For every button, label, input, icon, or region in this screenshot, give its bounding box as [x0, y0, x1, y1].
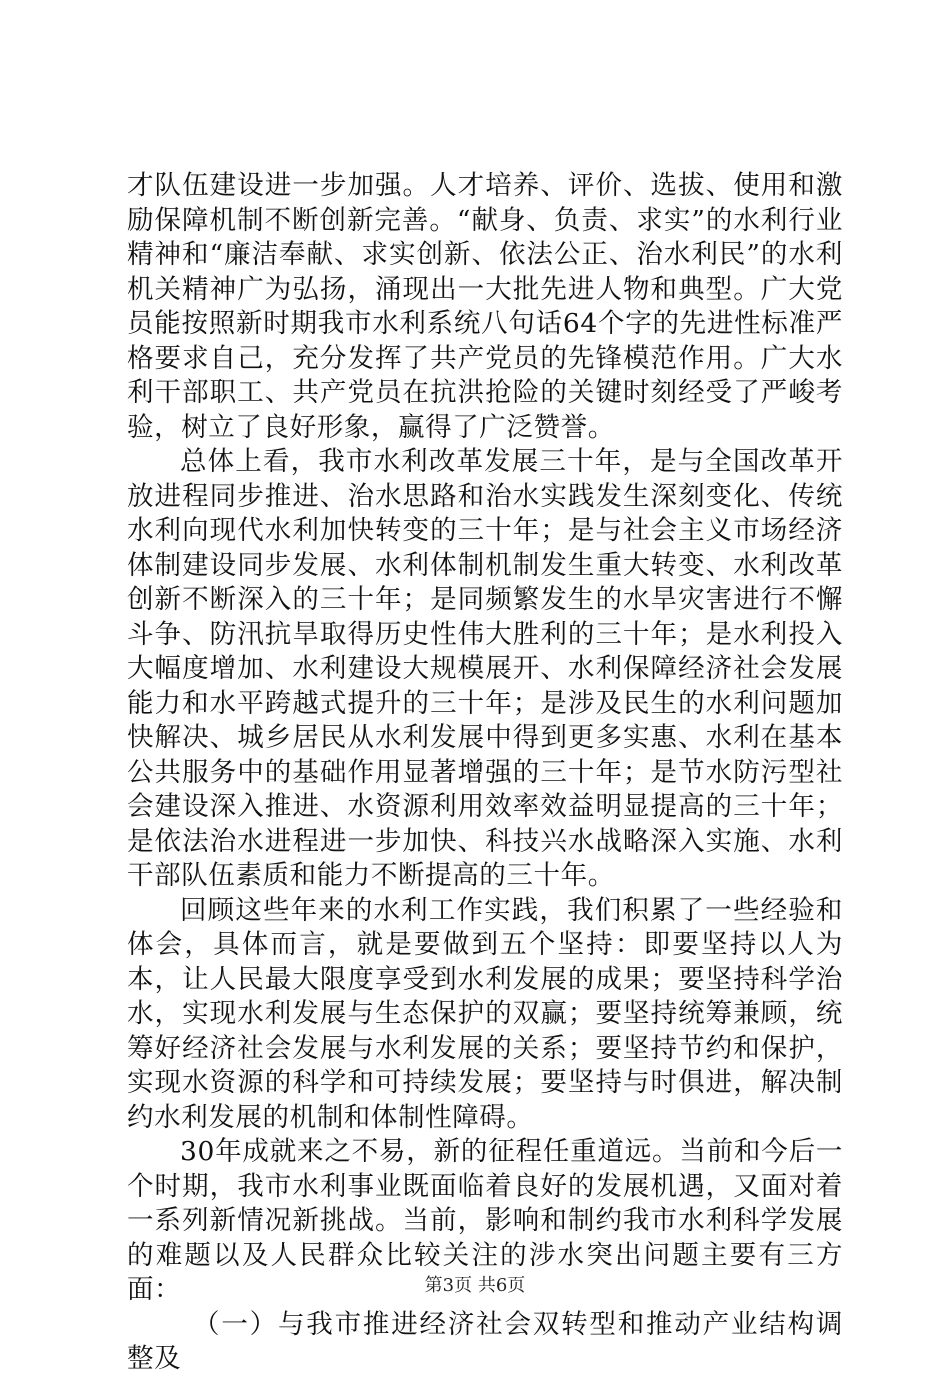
paragraph-summary: 总体上看，我市水利改革发展三十年，是与全国改革开放进程同步推进、治水思路和治水实践发生深刻变化、传统水利向现代水利加快转变的三十年；是与社会主义市场经济体制建设同步发展、水利体制机制发生重大转变、水利改革创新不断深入的三十年；是同频繁发生的水旱灾害进行不懈斗争、防汛抗旱取得历史性伟大胜利的三十年；是水利投入大幅度增加、水利建设大规模展开、水利保障经济社会发展能力和水平跨越式提升的三十年；是涉及民生的水利问题加快解决、城乡居民从水利发展中得到更多实惠、水利在基本公共服务中的基础作用显著增强的三十年；是节水防污型社会建设深入推进、水资源利用效率效益明显提高的三十年；是依法治水进程进一步加快、科技兴水战略深入实施、水利干部队伍素质和能力不断提高的三十年。	[127, 446, 843, 891]
paragraph-experience: 回顾这些年来的水利工作实践，我们积累了一些经验和体会，具体而言，就是要做到五个坚持：即要坚持以人为本，让人民最大限度享受到水利发展的成果；要坚持科学治水，实现水利发展与生态保护的双赢；要坚持统筹兼顾，统筹好经济社会发展与水利发展的关系；要坚持节约和保护，实现水资源的科学和可持续发展；要坚持与时俱进，解决制约水利发展的机制和体制性障碍。	[127, 894, 843, 1133]
page-number-footer: 第3页 共6页	[424, 1275, 526, 1296]
paragraph-challenges: 30年成就来之不易，新的征程任重道远。当前和今后一个时期，我市水利事业既面临着良好的发展机遇，又面对着一系列新情况新挑战。当前，影响和制约我市水利科学发展的难题以及人民群众比较关注的涉水突出问题主要有三方面：	[127, 1136, 843, 1305]
document-body	[127, 169, 843, 1377]
paragraph-section-one: （一）与我市推进经济社会双转型和推动产业结构调整及	[127, 1308, 843, 1374]
paragraph-continuation: 才队伍建设进一步加强。人才培养、评价、选拔、使用和激励保障机制不断创新完善。“献身、负责、求实”的水利行业精神和“廉洁奉献、求实创新、依法公正、治水利民”的水利机关精神广为弘扬，涌现出一大批先进人物和典型。广大党员能按照新时期我市水利系统八句话64个字的先进性标准严格要求自己，充分发挥了共产党员的先锋模范作用。广大水利干部职工、共产党员在抗洪抢险的关键时刻经受了严峻考验，树立了良好形象，赢得了广泛赞誉。	[127, 170, 843, 443]
